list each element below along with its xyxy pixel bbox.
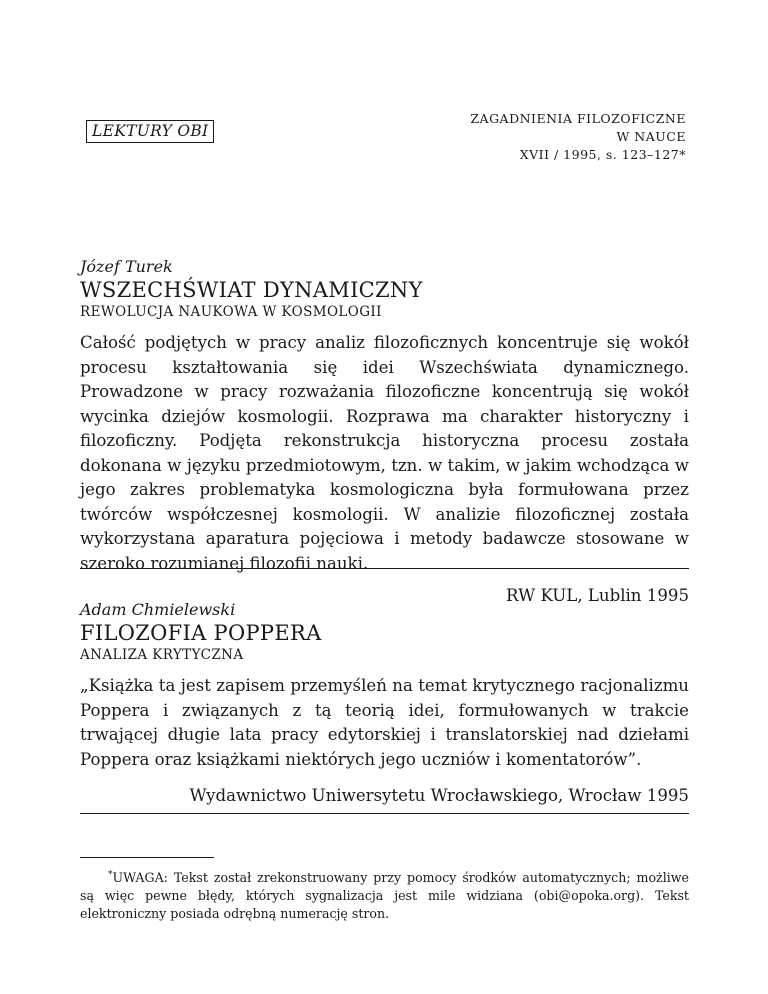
entry-title: WSZECHŚWIAT DYNAMICZNY xyxy=(80,278,423,302)
section-badge: LEKTURY OBI xyxy=(86,120,214,143)
footnote xyxy=(80,866,689,923)
entry-title: FILOZOFIA POPPERA xyxy=(80,621,322,645)
entry-subtitle: ANALIZA KRYTYCZNA xyxy=(80,647,244,663)
entry-author: Adam Chmielewski xyxy=(80,600,236,619)
entry-description: „Książka ta jest zapisem przemyśleń na temat krytycznego racjonalizmu Poppera i związanych z tą teorią idei, formułowanych w trakcie trwającej długie lata pracy edytorskiej i translatorskiej nad dziełami Poppera oraz książkami niektórych jego uczniów i komentatorów”. xyxy=(80,676,689,769)
review-entry xyxy=(80,257,689,608)
entry-description: Całość podjętych w pracy analiz filozoficznych koncentruje się wokół procesu kształtowania się idei Wszechświata dynamicznego. Prowadzone w pracy rozważania filozoficzne koncentrują się wokół wycinka dziejów kosmologii. Rozprawa ma charakter historyczny i filozoficzny. Podjęta rekonstrukcja historyczna procesu została dokonana w języku przedmiotowym, tzn. w takim, w jakim wchodząca w jego zakres problematyka kosmologiczna była formułowana przez twórców współczesnej kosmologii. W analizie filozoficznej została wykorzystana aparatura pojęciowa i metody badawcze stosowane w szeroko rozumianej filozofii nauki. xyxy=(80,333,689,573)
journal-volume-pages: XVII / 1995, s. 123–127* xyxy=(519,147,686,162)
footnote-marker: * xyxy=(108,870,113,880)
footnote-divider xyxy=(80,857,214,858)
entry-divider xyxy=(80,568,689,569)
entry-author: Józef Turek xyxy=(80,257,173,276)
journal-info xyxy=(470,110,686,164)
journal-title-line1: ZAGADNIENIA FILOZOFICZNE xyxy=(470,111,686,126)
journal-title-line2: W NAUCE xyxy=(616,129,686,144)
entry-publisher: Wydawnictwo Uniwersytetu Wrocławskiego, Wrocław 1995 xyxy=(189,786,689,805)
footnote-text: UWAGA: Tekst został zrekonstruowany przy pomocy środków automatycznych; możliwe są więc pewne błędy, których sygnalizacja jest mile widziana (obi@opoka.org). Tekst elektroniczny posiada odrębną numerację stron. xyxy=(80,870,689,922)
review-entry xyxy=(80,600,689,808)
entry-subtitle: REWOLUCJA NAUKOWA W KOSMOLOGII xyxy=(80,304,382,320)
entry-divider xyxy=(80,813,689,814)
entry-publisher: RW KUL, Lublin 1995 xyxy=(506,586,689,605)
